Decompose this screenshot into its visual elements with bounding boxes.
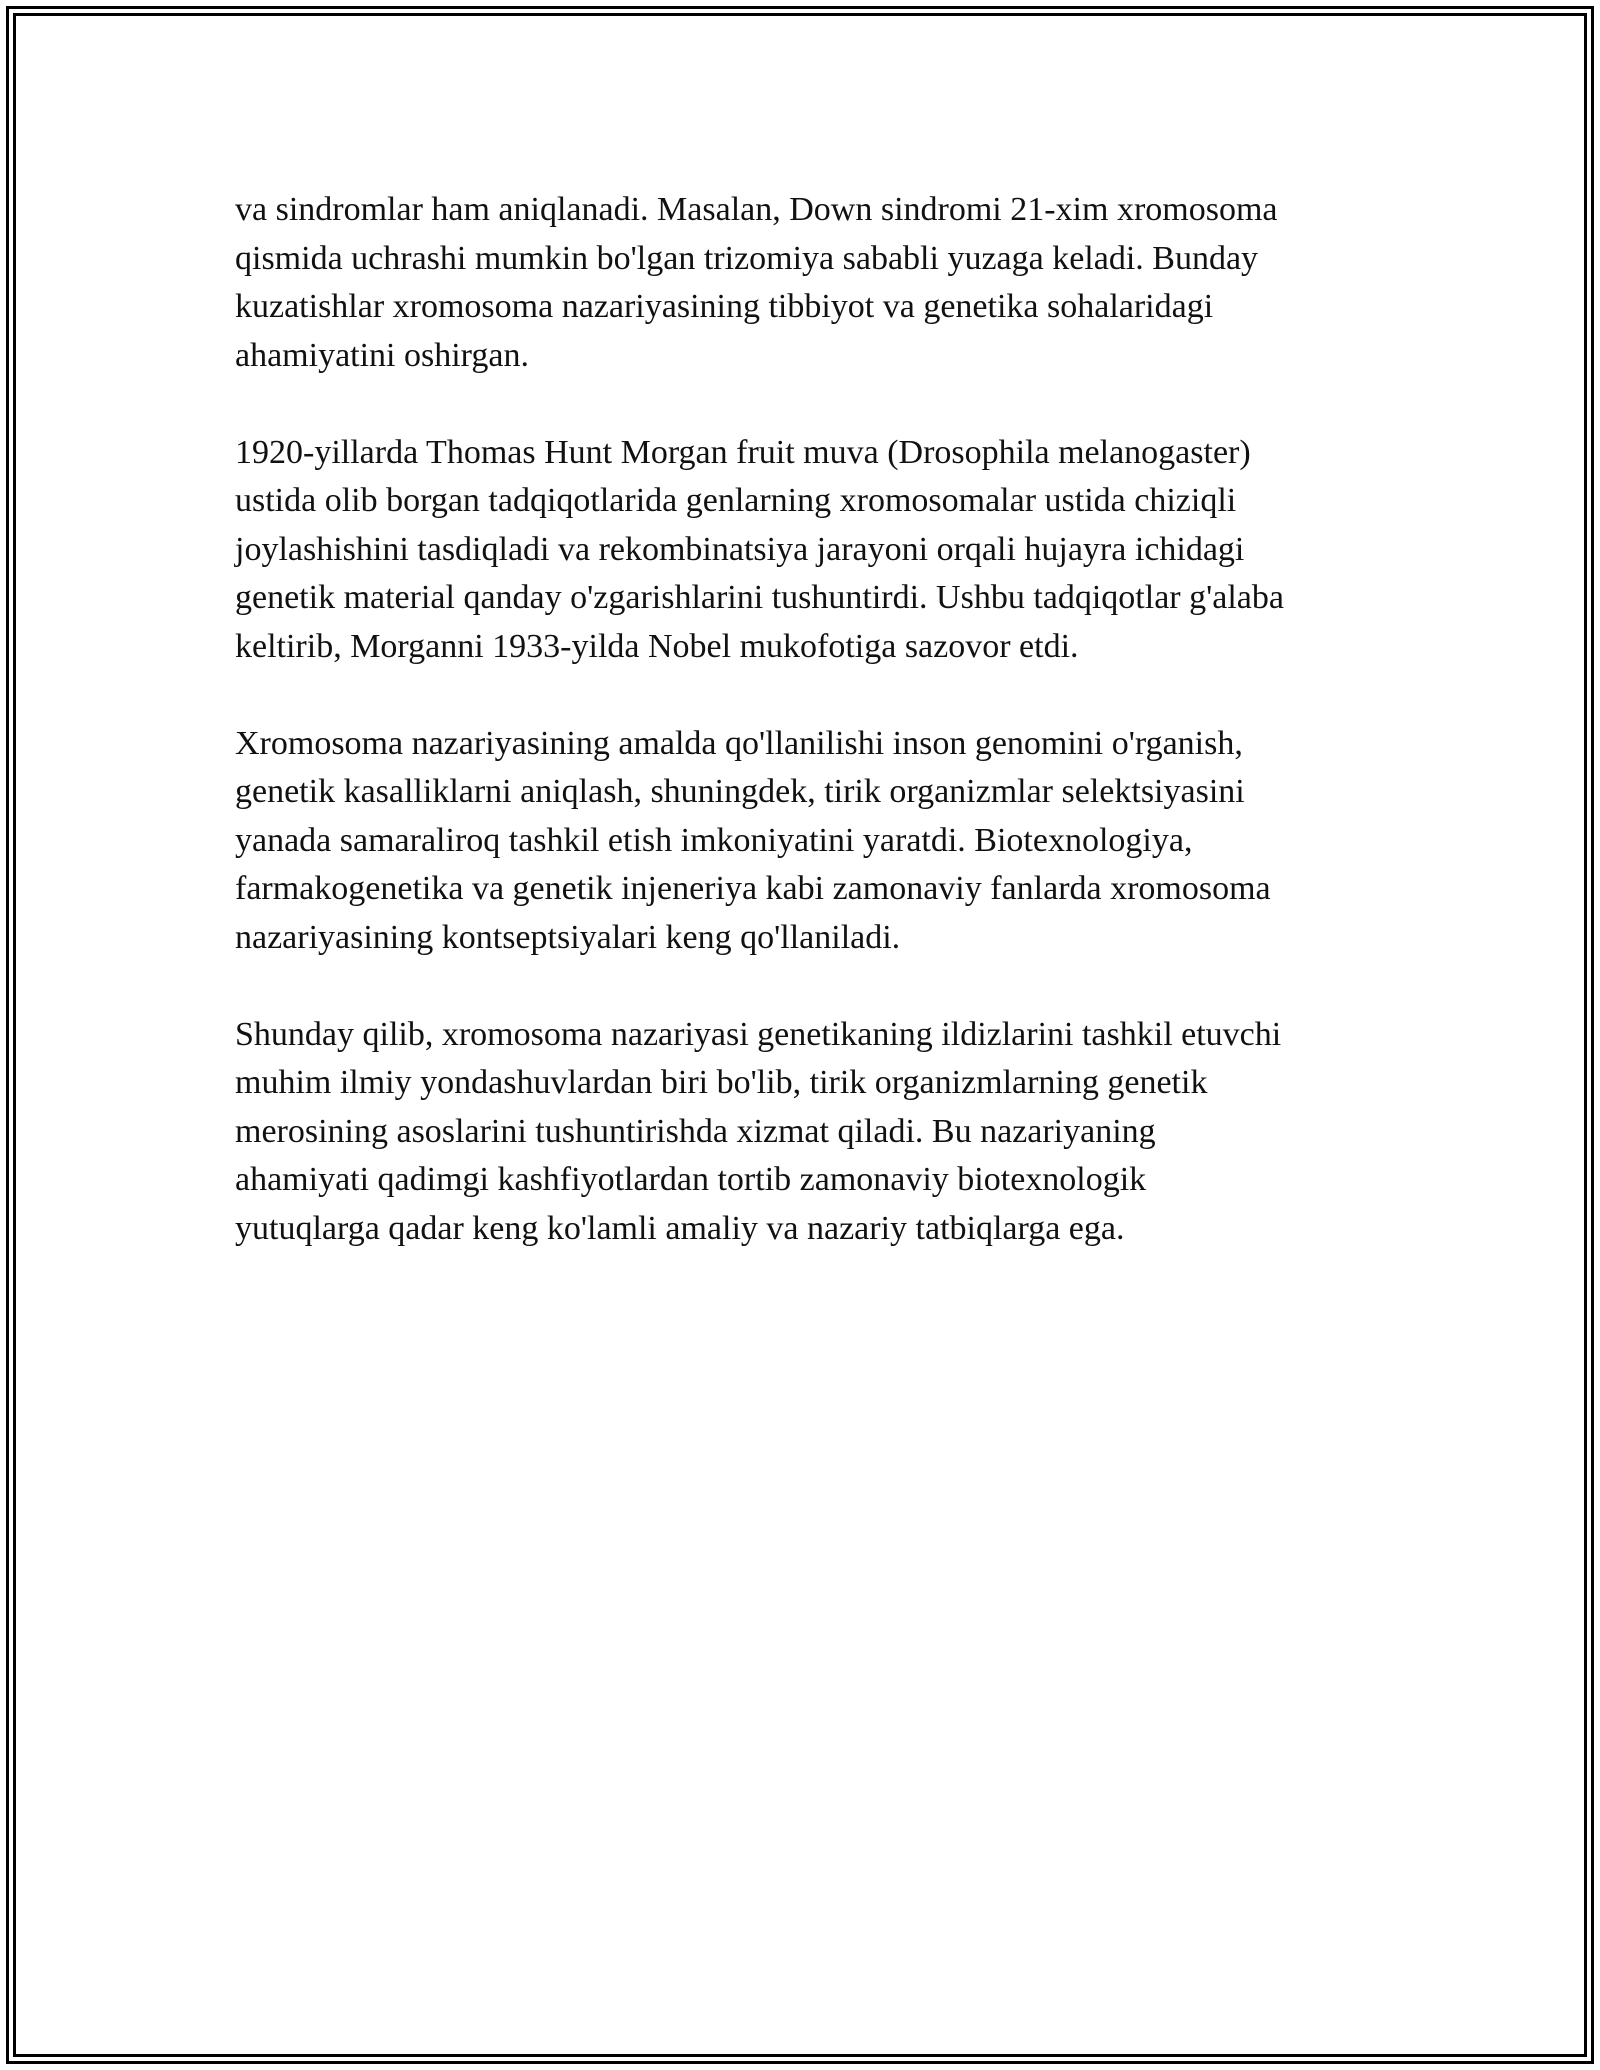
paragraph-3: [235, 720, 1385, 963]
text-line: nazariyasining kontseptsiyalari keng qo'llaniladi.: [235, 918, 901, 956]
text-line: ustida olib borgan tadqiqotlarida genlarning xromosomalar ustida chiziqli: [235, 482, 1237, 519]
text-line: 1920-yillarda Thomas Hunt Morgan fruit muva (Drosophila melanogaster): [235, 433, 1251, 471]
text-line: Shunday qilib, xromosoma nazariyasi genetikaning ildizlarini tashkil etuvchi: [235, 1015, 1282, 1053]
text-line: joylashishini tasdiqladi va rekombinatsiya jarayoni orqali hujayra ichidagi: [235, 530, 1245, 568]
text-line: genetik kasalliklarni aniqlash, shuningdek, tirik organizmlar selektsiyasini: [235, 773, 1245, 810]
paragraph-1: [235, 186, 1385, 380]
text-line: muhim ilmiy yondashuvlardan biri bo'lib, tirik organizmlarning genetik: [235, 1064, 1208, 1101]
text-line: keltirib, Morganni 1933-yilda Nobel mukofotiga sazovor etdi.: [235, 627, 1079, 665]
text-line: kuzatishlar xromosoma nazariyasining tibbiyot va genetika sohalaridagi: [235, 288, 1214, 325]
text-line: va sindromlar ham aniqlanadi. Masalan, Down sindromi 21-xim xromosoma: [235, 191, 1278, 228]
text-line: yutuqlarga qadar keng ko'lamli amaliy va nazariy tatbiqlarga ega.: [235, 1209, 1125, 1247]
text-line: farmakogenetika va genetik injeneriya kabi zamonaviy fanlarda xromosoma: [235, 870, 1271, 907]
text-line: genetik material qanday o'zgarishlarini tushuntirdi. Ushbu tadqiqotlar g'alaba: [235, 579, 1284, 616]
text-line: merosining asoslarini tushuntirishda xizmat qiladi. Bu nazariyaning: [235, 1112, 1156, 1150]
text-line: ahamiyatini oshirgan.: [235, 336, 529, 374]
paragraph-2: [235, 429, 1385, 672]
text-line: yanada samaraliroq tashkil etish imkoniyatini yaratdi. Biotexnologiya,: [235, 821, 1193, 859]
paragraph-4: [235, 1011, 1385, 1254]
document-body: [235, 186, 1385, 1302]
text-line: ahamiyati qadimgi kashfiyotlardan tortib zamonaviy biotexnologik: [235, 1161, 1147, 1198]
text-line: Xromosoma nazariyasining amalda qo'llanilishi inson genomini o'rganish,: [235, 724, 1243, 762]
text-line: qismida uchrashi mumkin bo'lgan trizomiya sababli yuzaga keladi. Bunday: [235, 239, 1259, 277]
